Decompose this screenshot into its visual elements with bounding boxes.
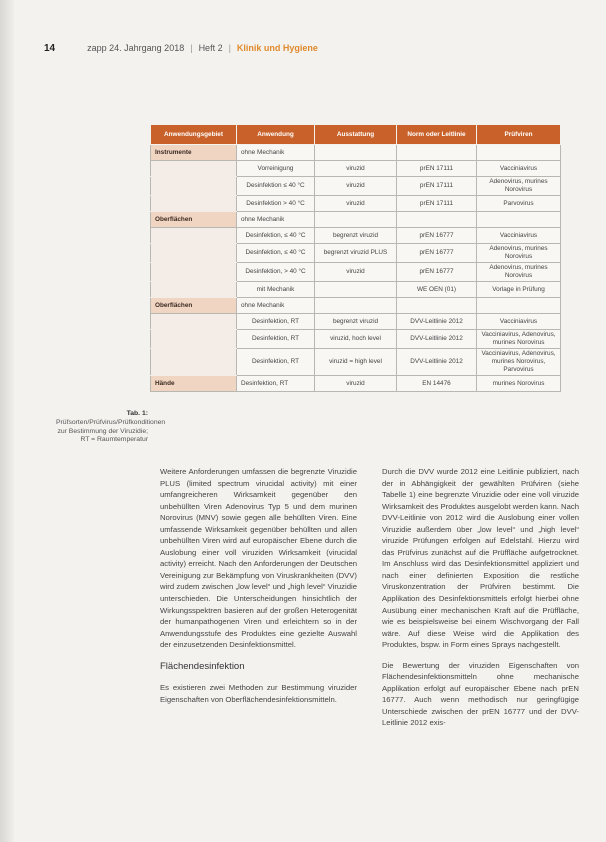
table-cell: Desinfektion, ≤ 40 °C: [237, 228, 315, 244]
header-separator: |: [190, 43, 193, 53]
header-separator: |: [228, 43, 231, 53]
table-cell-area: Instrumente: [151, 145, 237, 161]
table-cell: begrenzt viruzid: [315, 314, 397, 330]
running-header: [44, 40, 564, 56]
table-cell: Desinfektion ≤ 40 °C: [237, 177, 315, 196]
table-cell-area: [151, 263, 237, 282]
table-cell-area: Oberflächen: [151, 212, 237, 228]
table-cell-area: [151, 228, 237, 244]
table-header-cell: Prüfviren: [477, 125, 561, 145]
table-cell: [397, 212, 477, 228]
table-row: [151, 330, 561, 349]
table-row: [151, 145, 561, 161]
table-cell: [315, 298, 397, 314]
table-cell: [477, 212, 561, 228]
table-cell: Adenovirus, murines Norovirus: [477, 263, 561, 282]
table-cell: ohne Mechanik: [237, 145, 315, 161]
page-spine-shadow: [0, 0, 14, 842]
table-cell: viruzid = high level: [315, 349, 397, 376]
table-cell: [477, 298, 561, 314]
section-name: Klinik und Hygiene: [236, 43, 318, 53]
table-cell: WE OEN (01): [397, 282, 477, 298]
table-header-cell: Anwendungsgebiet: [151, 125, 237, 145]
table-cell: [315, 145, 397, 161]
journal-issue: Heft 2: [198, 43, 223, 53]
table-header-cell: Norm oder Leitlinie: [397, 125, 477, 145]
table-cell: Desinfektion, RT: [237, 314, 315, 330]
body-paragraph: Es existieren zwei Methoden zur Bestimmung viruzider Eigenschaften von Oberflächendesinfektionsmitteln.: [160, 683, 357, 704]
table-cell-area: Hände: [151, 376, 237, 392]
table-cell: [477, 145, 561, 161]
table-cell: viruzid: [315, 263, 397, 282]
table-cell-area: [151, 282, 237, 298]
table-cell: viruzid, hoch level: [315, 330, 397, 349]
table-row: [151, 196, 561, 212]
virucidal-requirements-table: [150, 124, 561, 392]
table-caption: [56, 410, 166, 445]
table-cell-area: [151, 349, 237, 376]
table-row: [151, 282, 561, 298]
table-cell: Vacciniavirus, Adenovirus, murines Norovirus: [477, 330, 561, 349]
table-row: [151, 263, 561, 282]
table-header-cell: Ausstattung: [315, 125, 397, 145]
table-cell: Adenovirus, murines Norovirus: [477, 244, 561, 263]
body-paragraph: Weitere Anforderungen umfassen die begrenzte Viruzidie PLUS (limited spectrum virucidal activity) mit einer umfangreicheren Wirksamkeit gegenüber den unbehüllten Viren Adenovirus Typ 5 und dem murinen Norovirus (MNV) sowie gegen alle behüllten Viren. Eine umfassende Wirksamkeit gegenüber behüllten und allen unbehüllten Viren wird auf europäischer Ebene durch die Auslobung einer voll viruziden Wirksamkeit (virucidal activity) erreicht. Nach den Anforderungen der Deutschen Vereinigung zur Bekämpfung von Viruskrankheiten (DVV) wird zudem zwischen „low level“ und „high level“ Viruzidie unterschieden. Die Unterscheidungen hinsichtlich der Wirkungsspektren basieren auf der großen Heterogenität der humanpathogenen Viren und erleichtern so in der Anwendungsstufe des Produktes eine gezielte Auswahl der einzusetzenden Desinfektionsmittel.: [160, 467, 357, 650]
table-row: [151, 349, 561, 376]
table-cell: Vacciniavirus: [477, 314, 561, 330]
section-heading: Flächendesinfektion: [160, 660, 245, 672]
table-cell: viruzid: [315, 161, 397, 177]
caption-text: Prüfsorten/Prüfvirus/Prüfkonditionen zur Bestimmung der Viruzidie; RT = Raumtemperatur: [56, 418, 166, 444]
table-cell-area: [151, 161, 237, 177]
body-column-left: [160, 466, 357, 714]
table-cell: DVV-Leitlinie 2012: [397, 314, 477, 330]
table-cell: [315, 282, 397, 298]
table-cell: [397, 145, 477, 161]
table-cell: ohne Mechanik: [237, 212, 315, 228]
table-cell: Desinfektion, > 40 °C: [237, 263, 315, 282]
table-cell: Parvovirus: [477, 196, 561, 212]
table-header-row: [151, 125, 561, 145]
table-cell-area: [151, 177, 237, 196]
page-number: 14: [44, 42, 56, 54]
table-cell: DVV-Leitlinie 2012: [397, 349, 477, 376]
table-row: [151, 212, 561, 228]
table-row: [151, 177, 561, 196]
table-cell: prEN 16777: [397, 263, 477, 282]
table-cell: Desinfektion > 40 °C: [237, 196, 315, 212]
table-cell: EN 14476: [397, 376, 477, 392]
table-cell: Vacciniavirus: [477, 228, 561, 244]
table-cell: Desinfektion, ≤ 40 °C: [237, 244, 315, 263]
table-row: [151, 376, 561, 392]
table-cell: viruzid: [315, 376, 397, 392]
table-cell-area: [151, 330, 237, 349]
table-cell: Desinfektion, RT: [237, 349, 315, 376]
table-cell: prEN 17111: [397, 177, 477, 196]
table-cell: [397, 298, 477, 314]
table-cell: Desinfektion, RT: [237, 330, 315, 349]
table-row: [151, 244, 561, 263]
table-header-cell: Anwendung: [237, 125, 315, 145]
table-row: [151, 298, 561, 314]
journal-name: zapp 24. Jahrgang 2018: [87, 43, 185, 53]
table-cell: mit Mechanik: [237, 282, 315, 298]
body-column-right: [382, 466, 579, 738]
table-cell: Desinfektion, RT: [237, 376, 315, 392]
table-cell: DVV-Leitlinie 2012: [397, 330, 477, 349]
table-row: [151, 228, 561, 244]
table-cell: viruzid: [315, 177, 397, 196]
body-paragraph: Durch die DVV wurde 2012 eine Leitlinie publiziert, nach der in Abhängigkeit der gewählten Prüfviren (siehe Tabelle 1) eine begrenzte Viruzidie oder eine voll viruzide Wirksamkeit des Produktes ausgelobt werden kann. Nach DVV-Leitlinie von 2012 wird die Auslobung einer vollen Viruzidie außerdem über „low level“ und „high level“ viruzide Prüfungen erfolgen auf Edelstahl. Hierzu wird das Prüfvirus zunächst auf die Prüffläche aufgetrocknet. Im Anschluss wird das Desinfektionsmittel appliziert und nach einer definierten Exposition die restliche Viruskonzentration der Prüfviren bestimmt. Die Applikation des Desinfektionsmittels erfolgt hierbei ohne Ausübung einer mechanischen Kraft auf die Prüffläche, wie es beispielsweise bei einem Wischvorgang der Fall wäre. Auf diese Weise wird die Applikation des Produktes, bspw. in Form eines Sprays nachgestellt.: [382, 467, 579, 650]
table-cell: prEN 16777: [397, 228, 477, 244]
table-cell: Vorreinigung: [237, 161, 315, 177]
table-cell: prEN 16777: [397, 244, 477, 263]
caption-label: Tab. 1:: [126, 410, 148, 417]
table-cell: prEN 17111: [397, 161, 477, 177]
table-cell: begrenzt viruzid: [315, 228, 397, 244]
table-cell: begrenzt viruzid PLUS: [315, 244, 397, 263]
table-cell-area: [151, 314, 237, 330]
table-cell: Vacciniavirus: [477, 161, 561, 177]
table-row: [151, 314, 561, 330]
table-cell: Vacciniavirus, Adenovirus, murines Norovirus, Parvovirus: [477, 349, 561, 376]
table-cell: ohne Mechanik: [237, 298, 315, 314]
table-cell: [315, 212, 397, 228]
table-row: [151, 161, 561, 177]
body-paragraph: Die Bewertung der viruziden Eigenschaften von Flächendesinfektionsmitteln ohne mechanische Applikation erfolgt auf europäischer Ebene nach prEN 16777. Auch wenn methodisch nur geringfügige Unterschiede zwischen der prEN 16777 und der DVV-Leitlinie 2012 exis-: [382, 660, 579, 728]
table-cell: Adenovirus, murines Norovirus: [477, 177, 561, 196]
table-cell-area: [151, 244, 237, 263]
table-cell: Vorlage in Prüfung: [477, 282, 561, 298]
table-cell: murines Norovirus: [477, 376, 561, 392]
table-cell: prEN 17111: [397, 196, 477, 212]
table-cell-area: Oberflächen: [151, 298, 237, 314]
table-cell: viruzid: [315, 196, 397, 212]
table-cell-area: [151, 196, 237, 212]
